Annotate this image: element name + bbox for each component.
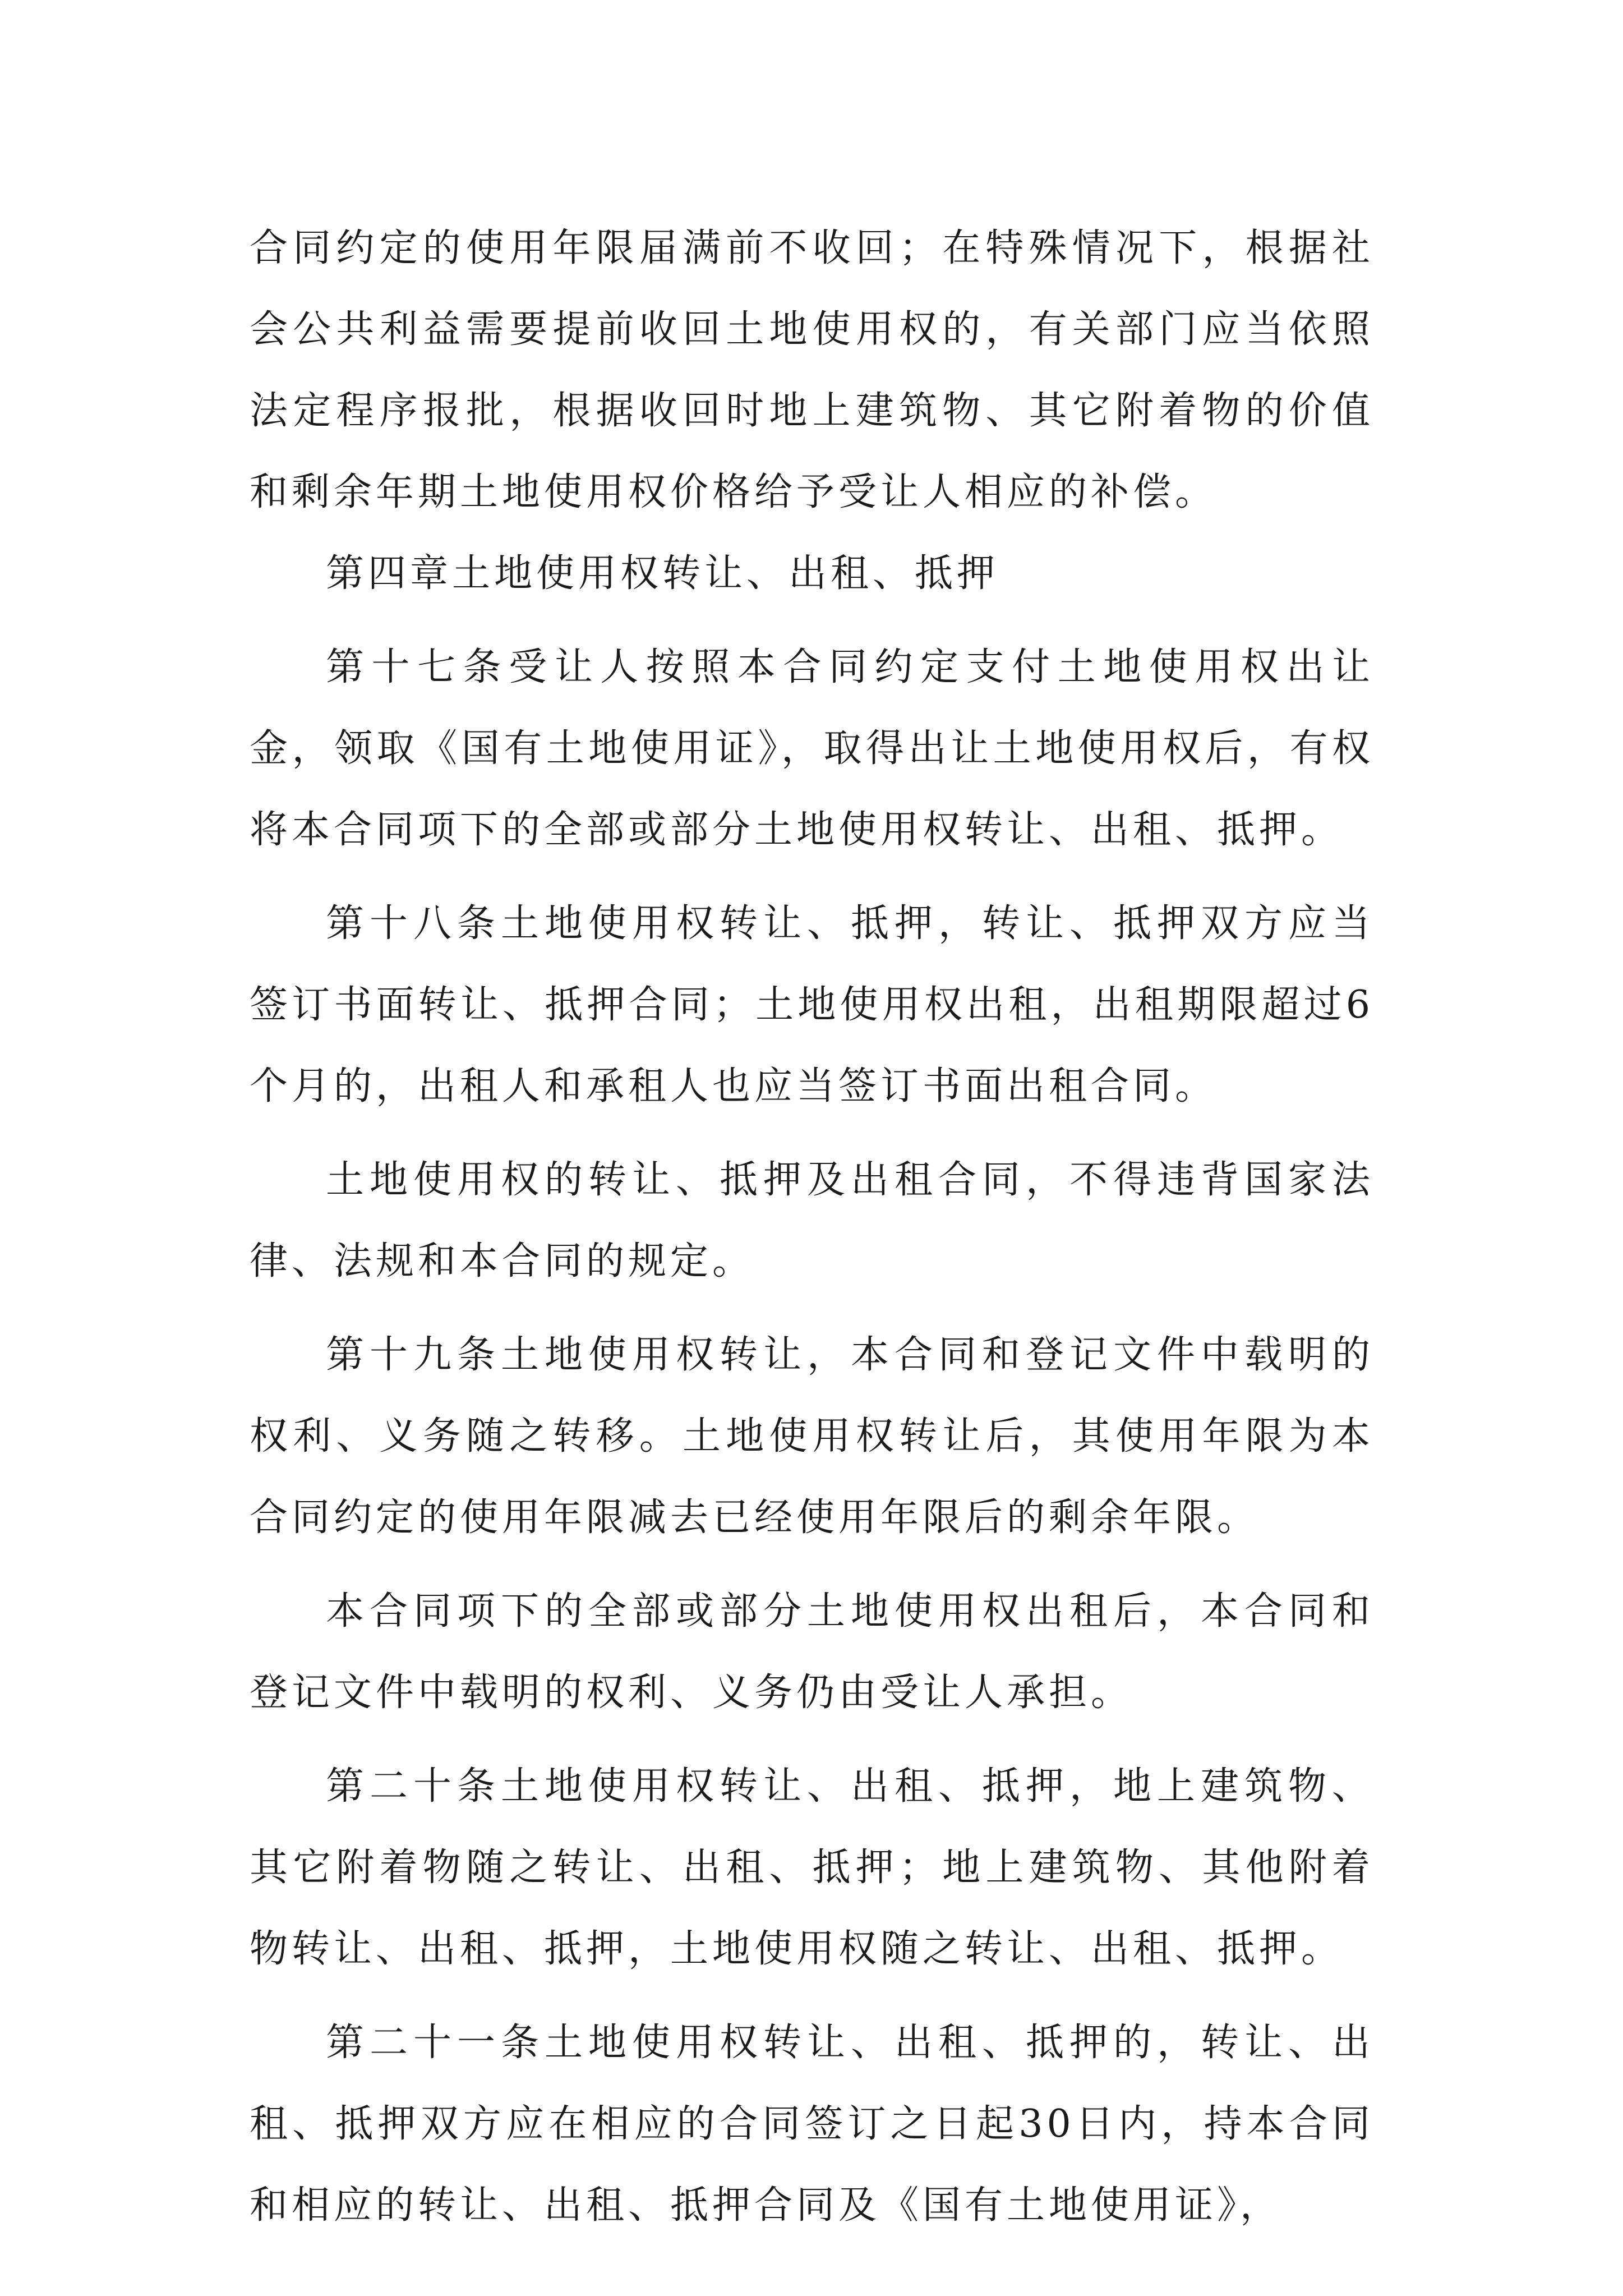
paragraph-continued: 合同约定的使用年限届满前不收回；在特殊情况下，根据社会公共利益需要提前收回土地使用权的，有关部门应当依照法定程序报批，根据收回时地上建筑物、其它附着物的价值和剩余年期土地使用权价格给予受让人相应的补偿。 (250, 226, 1374, 514)
article-20: 第二十条土地使用权转让、出租、抵押，地上建筑物、其它附着物随之转让、出租、抵押；地上建筑物、其他附着物转让、出租、抵押，土地使用权随之转让、出租、抵押。 (250, 1764, 1374, 1971)
document-body (250, 208, 1374, 2246)
article-21: 第二十一条土地使用权转让、出租、抵押的，转让、出租、抵押双方应在相应的合同签订之日起30日内，持本合同和相应的转让、出租、抵押合同及《国有土地使用证》， (250, 2021, 1374, 2228)
article-19: 第十九条土地使用权转让，本合同和登记文件中载明的权利、义务随之转移。土地使用权转让后，其使用年限为本合同约定的使用年限减去已经使用年限后的剩余年限。 (250, 1333, 1374, 1540)
article-19-clause: 本合同项下的全部或部分土地使用权出租后，本合同和登记文件中载明的权利、义务仍由受让人承担。 (250, 1589, 1374, 1715)
article-18: 第十八条土地使用权转让、抵押，转让、抵押双方应当签订书面转让、抵押合同；土地使用权出租，出租期限超过6个月的，出租人和承租人也应当签订书面出租合同。 (250, 901, 1374, 1108)
article-18-clause: 土地使用权的转让、抵押及出租合同，不得违背国家法律、法规和本合同的规定。 (250, 1158, 1374, 1283)
chapter-heading: 第四章土地使用权转让、出租、抵押 (326, 551, 999, 596)
article-17: 第十七条受让人按照本合同约定支付土地使用权出让金，领取《国有土地使用证》，取得出让土地使用权后，有权将本合同项下的全部或部分土地使用权转让、出租、抵押。 (250, 645, 1374, 852)
